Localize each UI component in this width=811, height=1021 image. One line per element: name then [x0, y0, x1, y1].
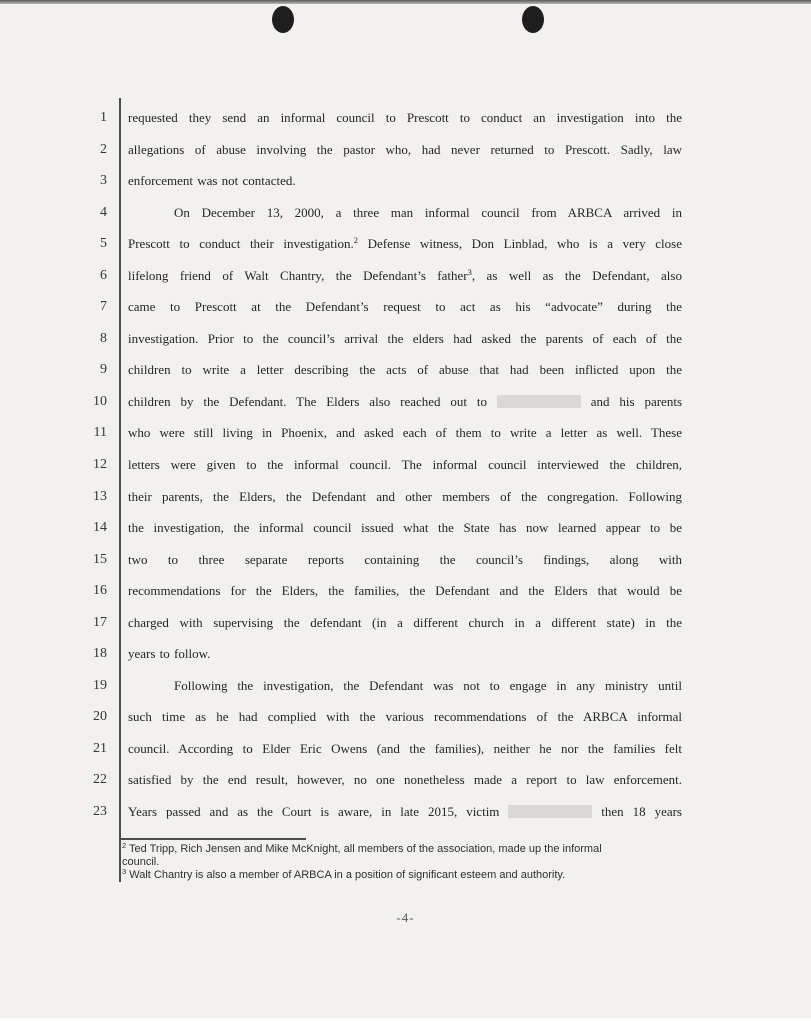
pleading-line: [0, 489, 811, 521]
page-number: -4-: [396, 910, 415, 925]
pleading-line: [0, 457, 811, 489]
pleading-line: [0, 646, 811, 678]
line-text: On December 13, 2000, a three man informal council from ARBCA arrived in: [174, 204, 682, 220]
line-text: came to Prescott at the Defendant’s request to act as his “advocate” during the: [128, 299, 682, 315]
line-text: letters were given to the informal council. The informal council interviewed the children,: [128, 457, 682, 473]
line-number: 14: [93, 520, 107, 536]
line-number: 6: [100, 267, 107, 283]
pleading-line: [0, 331, 811, 363]
pleading-line: [0, 520, 811, 552]
line-text: charged with supervising the defendant (in a different church in a different state) in the: [128, 614, 682, 630]
line-number: 11: [93, 425, 107, 441]
line-text: the investigation, the informal council issued what the State has now learned appear to be: [128, 520, 682, 536]
pleading-line: [0, 772, 811, 804]
footnote-reference: 2: [353, 235, 359, 246]
line-text: council. According to Elder Eric Owens (and the families), neither he nor the families felt: [128, 740, 682, 756]
footnote-marker: 2: [122, 841, 127, 850]
pleading-line: [0, 425, 811, 457]
pleading-line: [0, 552, 811, 584]
line-text: satisfied by the end result, however, no one nonetheless made a report to law enforcement.: [128, 772, 682, 788]
footnote-marker: 3: [122, 867, 127, 876]
line-text: their parents, the Elders, the Defendant and other members of the congregation. Following: [128, 488, 682, 504]
footnote: council.: [122, 856, 160, 868]
line-text: Prescott to conduct their investigation.$^2$ Defense witness, Don Linblad, who is a very close: [128, 235, 682, 252]
pleading-line: [0, 678, 811, 710]
hole-punch-dot: [272, 6, 294, 33]
line-number: 9: [100, 362, 107, 378]
line-text: requested they send an informal council to Prescott to conduct an investigation into the: [128, 110, 682, 125]
pleading-line: [0, 142, 811, 174]
line-text: who were still living in Phoenix, and asked each of them to write a letter as well. These: [128, 425, 682, 441]
footnote-reference: 3: [467, 266, 472, 277]
line-number: 19: [93, 677, 107, 693]
pleading-line: [0, 110, 811, 142]
pleading-line: [0, 394, 811, 426]
line-text: enforcement was not contacted.: [128, 173, 296, 189]
pleading-lines: [0, 110, 811, 836]
line-text: lifelong friend of Walt Chantry, the Defendant’s father$^3$, as well as the Defendant, also: [128, 266, 682, 283]
line-text: investigation. Prior to the council’s arrival the elders had asked the parents of each of the: [128, 330, 682, 346]
line-number: 10: [93, 393, 107, 409]
line-text: two to three separate reports containing the council’s findings, along with: [128, 551, 682, 567]
pleading-line: [0, 236, 811, 268]
scan-top-edge: [0, 0, 811, 4]
pleading-line: [0, 583, 811, 615]
pleading-line: [0, 741, 811, 773]
line-number: 18: [93, 646, 107, 662]
line-text: recommendations for the Elders, the families, the Defendant and the Elders that would be: [128, 583, 682, 599]
pleading-line: [0, 709, 811, 741]
line-text: such time as he had complied with the various recommendations of the ARBCA informal: [128, 709, 682, 725]
pleading-line: [0, 268, 811, 300]
line-number: 20: [93, 709, 107, 725]
pleading-line: [0, 173, 811, 205]
pleading-line: [0, 804, 811, 836]
line-text: years to follow.: [128, 646, 211, 662]
redaction-box: [497, 395, 581, 408]
hole-punch-dot: [522, 6, 544, 33]
line-text: allegations of abuse involving the pastor who, had never returned to Prescott. Sadly, law: [128, 141, 682, 157]
footnote-separator: [120, 838, 306, 840]
line-number: 23: [93, 804, 107, 820]
line-text: children by the Defendant. The Elders also reached out to and his parents: [128, 393, 683, 409]
line-number: 22: [93, 772, 107, 788]
line-number: 3: [100, 173, 107, 189]
footnotes: [122, 843, 700, 882]
line-number: 13: [93, 488, 107, 504]
pleading-line: [0, 299, 811, 331]
line-number: 7: [100, 299, 107, 315]
pleading-line: [0, 362, 811, 394]
footnote: $^3$ Walt Chantry is also a member of ARBCA in a position of significant esteem and authority.: [122, 867, 566, 881]
line-number: 17: [93, 614, 107, 630]
line-number: 2: [100, 141, 107, 157]
redaction-box: [508, 805, 592, 818]
line-text: Following the investigation, the Defendant was not to engage in any ministry until: [174, 677, 682, 693]
line-text: Years passed and as the Court is aware, in late 2015, victim then 18 years: [128, 804, 682, 820]
pleading-line: [0, 205, 811, 237]
pleading-line: [0, 615, 811, 647]
line-number: 12: [93, 457, 107, 473]
line-number: 5: [100, 236, 107, 252]
line-number: 4: [100, 204, 107, 220]
line-number: 15: [93, 551, 107, 567]
line-number: 21: [93, 740, 107, 756]
line-number: 16: [93, 583, 107, 599]
footnote: $^2$ Ted Tripp, Rich Jensen and Mike McKnight, all members of the association, made up the informal: [122, 841, 602, 855]
line-text: children to write a letter describing the acts of abuse that had been inflicted upon the: [128, 362, 682, 378]
line-number: 8: [100, 330, 107, 346]
line-number: 1: [100, 110, 107, 125]
